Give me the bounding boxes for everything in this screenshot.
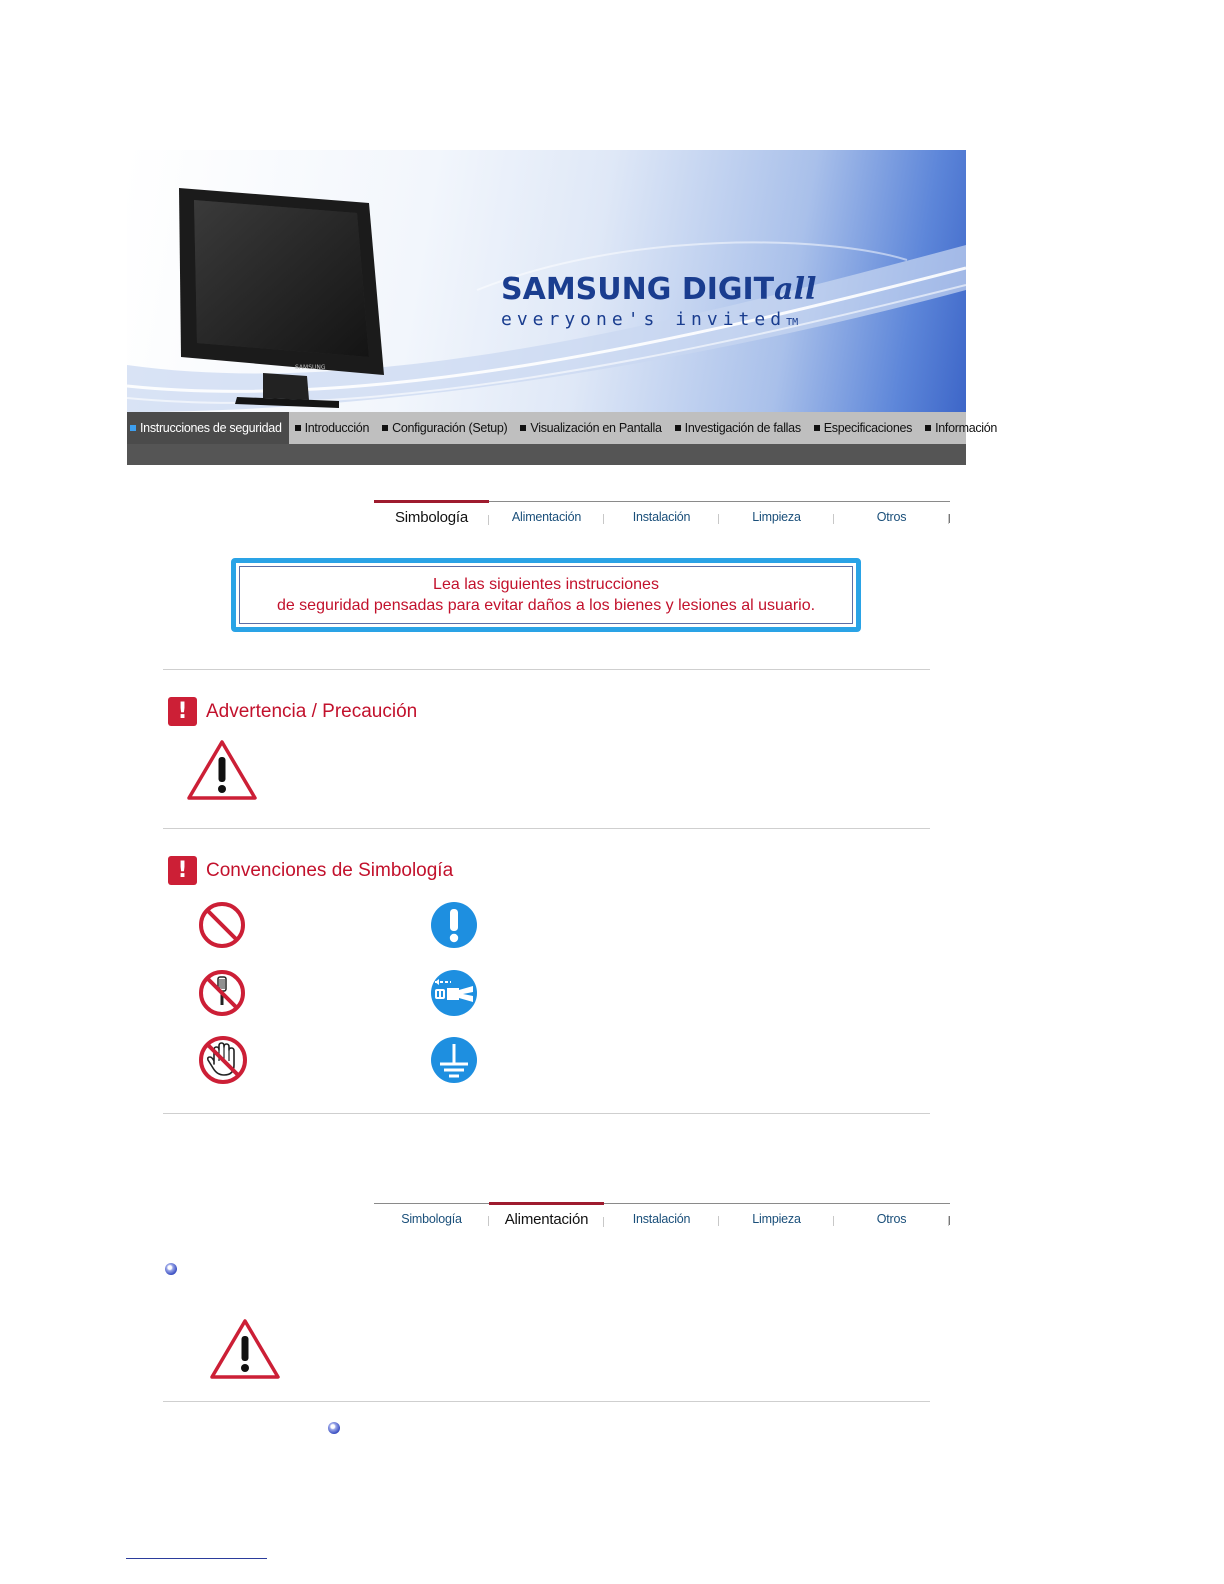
conventions-section-title bbox=[168, 856, 453, 885]
logo-tagline: everyone's invited bbox=[501, 309, 787, 330]
important-icon bbox=[429, 900, 479, 950]
notice-line-2: de seguridad pensadas para evitar daños a los bienes y lesiones al usuario. bbox=[276, 597, 816, 614]
monitor-brand: SAMSUNG bbox=[295, 364, 326, 371]
tab-instalacion[interactable]: Instalación bbox=[604, 502, 719, 532]
warning-title: Advertencia / Precaución bbox=[206, 700, 418, 722]
tab-limpieza[interactable]: Limpieza bbox=[719, 1204, 834, 1234]
tab-simbologia[interactable]: Simbología bbox=[374, 1204, 489, 1234]
safety-notice-box bbox=[231, 558, 861, 632]
divider bbox=[163, 1113, 930, 1114]
divider bbox=[163, 669, 930, 670]
nav-bullet-icon bbox=[295, 425, 301, 431]
tab-alimentacion[interactable]: Alimentación bbox=[489, 502, 604, 532]
nav-item-investigacion[interactable]: Investigación de fallas bbox=[669, 412, 808, 444]
sub-tabs-bottom bbox=[374, 1203, 950, 1234]
footer-line bbox=[126, 1558, 267, 1559]
header-banner bbox=[127, 150, 966, 412]
nav-item-configuracion[interactable]: Configuración (Setup) bbox=[376, 412, 514, 444]
monitor-image bbox=[177, 185, 397, 410]
nav-item-instrucciones[interactable]: Instrucciones de seguridad bbox=[127, 412, 289, 444]
nav-item-introduccion[interactable]: Introducción bbox=[289, 412, 377, 444]
logo-all-text: all bbox=[774, 272, 817, 307]
prohibited-icon bbox=[197, 900, 247, 950]
unplug-icon bbox=[429, 968, 479, 1018]
nav-subbar bbox=[127, 444, 966, 465]
tab-instalacion[interactable]: Instalación bbox=[604, 1204, 719, 1234]
nav-bullet-icon bbox=[130, 425, 136, 431]
logo-main-text: SAMSUNG DIGIT bbox=[501, 272, 775, 307]
nav-bullet-icon bbox=[382, 425, 388, 431]
logo-tm: TM bbox=[786, 317, 799, 328]
nav-bullet-icon bbox=[814, 425, 820, 431]
samsung-logo bbox=[501, 272, 817, 330]
sub-tabs-top bbox=[374, 501, 950, 532]
conventions-title: Convenciones de Simbología bbox=[206, 859, 454, 881]
nav-bullet-icon bbox=[520, 425, 526, 431]
nav-item-visualizacion[interactable]: Visualización en Pantalla bbox=[514, 412, 668, 444]
tab-alimentacion[interactable]: Alimentación bbox=[489, 1202, 604, 1234]
do-not-touch-icon bbox=[197, 1034, 249, 1086]
nav-bullet-icon bbox=[675, 425, 681, 431]
tab-divider bbox=[949, 1216, 950, 1225]
main-nav bbox=[127, 412, 998, 444]
nav-item-especificaciones[interactable]: Especificaciones bbox=[808, 412, 919, 444]
nav-item-informacion[interactable]: Información bbox=[919, 412, 1004, 444]
ground-icon bbox=[429, 1035, 479, 1085]
tab-limpieza[interactable]: Limpieza bbox=[719, 502, 834, 532]
warning-triangle-icon bbox=[209, 1318, 281, 1380]
tab-divider bbox=[949, 514, 950, 523]
warning-section-title bbox=[168, 697, 417, 726]
do-not-disassemble-icon bbox=[197, 968, 247, 1018]
notice-line-1: Lea las siguientes instrucciones bbox=[433, 576, 659, 593]
tab-otros[interactable]: Otros bbox=[834, 502, 949, 532]
bullet-icon bbox=[165, 1263, 177, 1275]
nav-bullet-icon bbox=[925, 425, 931, 431]
warning-triangle-icon bbox=[186, 739, 258, 801]
exclamation-badge-icon: ! bbox=[168, 856, 197, 885]
divider bbox=[163, 828, 930, 829]
bullet-icon bbox=[328, 1422, 340, 1434]
tab-otros[interactable]: Otros bbox=[834, 1204, 949, 1234]
divider bbox=[163, 1401, 930, 1402]
tab-simbologia[interactable]: Simbología bbox=[374, 500, 489, 532]
exclamation-badge-icon: ! bbox=[168, 697, 197, 726]
